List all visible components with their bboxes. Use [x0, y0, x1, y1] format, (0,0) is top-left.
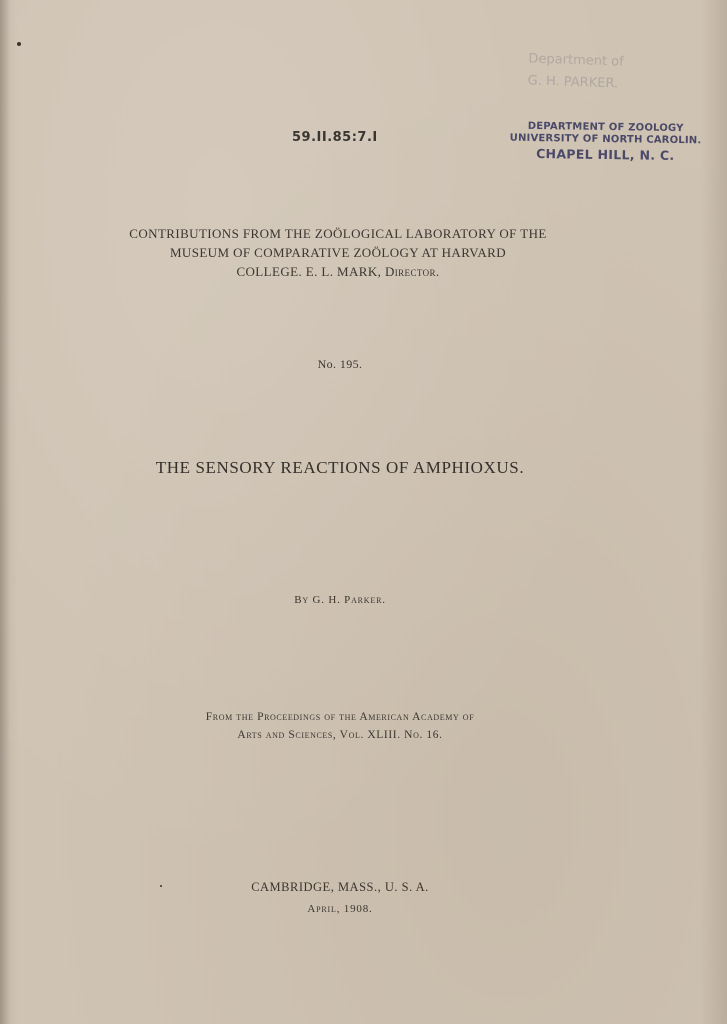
contributions-line	[88, 262, 588, 281]
contributions-line: MUSEUM OF COMPARATIVE ZOÖLOGY AT HARVARD	[169, 245, 507, 260]
stamp-line: DEPARTMENT OF ZOOLOGY	[527, 120, 684, 135]
author-line: By G. H. Parker.	[294, 594, 386, 606]
contributions-college: COLLEGE. E. L. MARK,	[236, 264, 382, 279]
library-stamp	[498, 121, 714, 164]
proceedings-note	[110, 708, 570, 744]
spine-shadow	[0, 0, 10, 1024]
publication-place: CAMBRIDGE, MASS., U. S. A.	[251, 880, 429, 894]
contributions-line: CONTRIBUTIONS FROM THE ZOÖLOGICAL LABORATORY OF THE	[129, 226, 547, 241]
catalog-number: 59.II.85:7.I	[292, 130, 378, 145]
proceedings-line: Arts and Sciences, Vol. XLIII. No. 16.	[237, 729, 443, 741]
faint-handwritten-inscription	[527, 48, 624, 95]
publication-date: April, 1908.	[307, 903, 373, 915]
proceedings-line: From the Proceedings of the American Academy of	[205, 711, 475, 723]
faint-inscription-line: G. H. PARKER.	[527, 73, 619, 92]
faint-inscription-line: Department of	[528, 51, 624, 70]
ink-speck	[160, 885, 162, 887]
stamp-line: CHAPEL HILL, N. C.	[536, 146, 675, 163]
contribution-number: No. 195.	[317, 357, 363, 371]
document-title: THE SENSORY REACTIONS OF AMPHIOXUS.	[155, 458, 525, 477]
contributions-director: Director.	[384, 264, 440, 279]
stamp-line: UNIVERSITY OF NORTH CAROLIN.	[509, 132, 702, 147]
ink-speck	[17, 42, 21, 46]
contributions-header	[88, 224, 588, 281]
